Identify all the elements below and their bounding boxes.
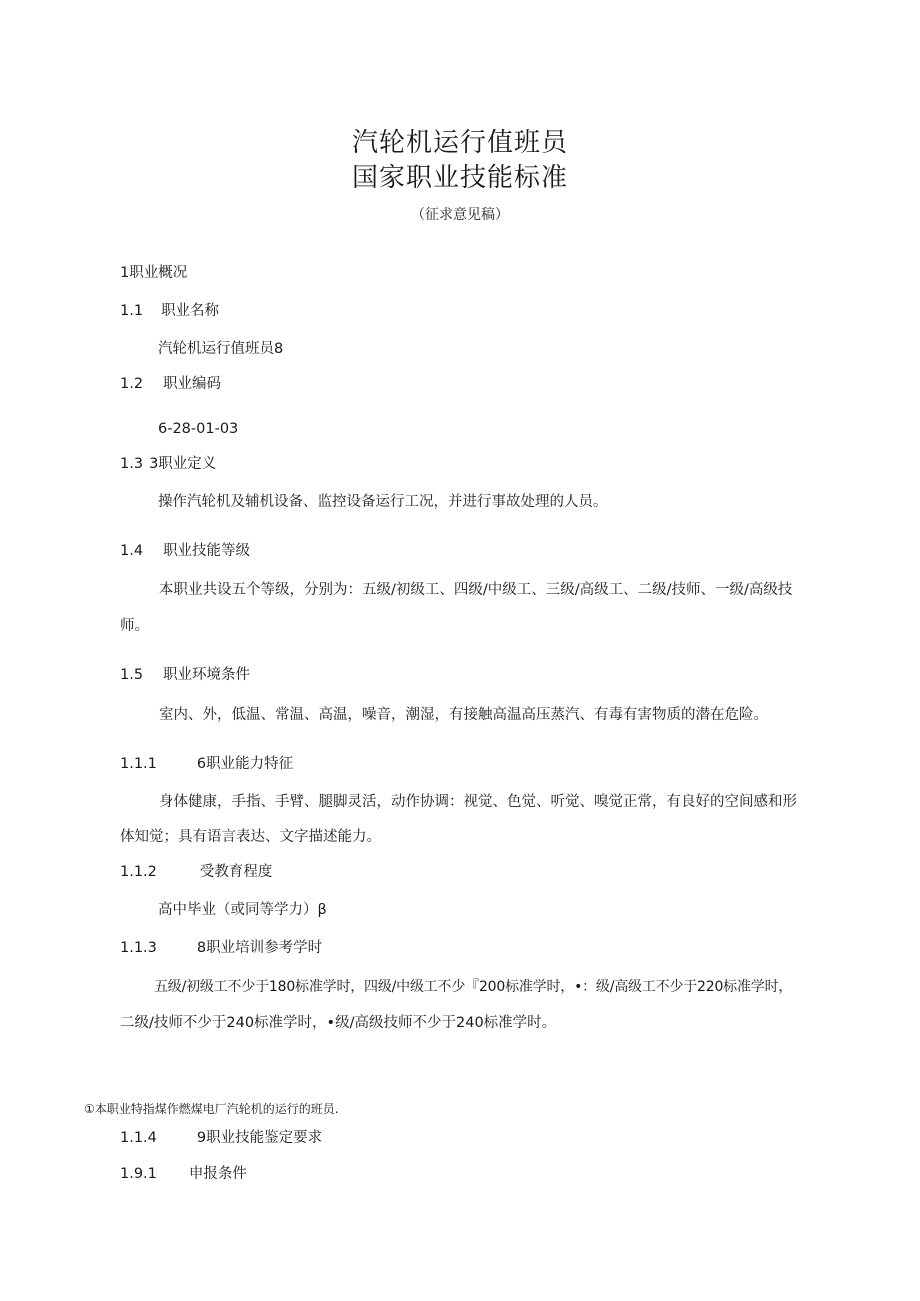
document-title-line1: 汽轮机运行值班员 bbox=[351, 128, 568, 158]
section-number: 1.4 bbox=[120, 543, 144, 559]
section-1-9-1-heading bbox=[120, 1164, 247, 1184]
section-number: 1.1.4 bbox=[120, 1130, 157, 1146]
section-1-5-heading bbox=[120, 665, 250, 685]
section-1-1-2-body: 高中毕业（或同等学力）β bbox=[158, 902, 327, 918]
section-1-5-body: 室内、外，低温、常温、高温，噪音，潮湿，有接触高温高压蒸汽、有毒有害物质的潜在危险。 bbox=[159, 707, 768, 723]
section-1-1-4-heading bbox=[120, 1128, 322, 1148]
section-number: 1.9.1 bbox=[120, 1166, 157, 1182]
section-1-1-heading bbox=[120, 301, 219, 321]
section-1-1-body: 汽轮机运行值班员8 bbox=[158, 341, 284, 357]
section-title: 6职业能力特征 bbox=[196, 756, 294, 772]
footnote: ①本职业特指煤作燃煤电厂汽轮机的运行的班员. bbox=[84, 1102, 339, 1116]
section-1-1-1-body-line2: 体知觉；具有语言表达、文字描述能力。 bbox=[120, 829, 381, 845]
section-number: 1.3 bbox=[120, 456, 144, 472]
section-1-3-body: 操作汽轮机及辅机设备、监控设备运行工况，并进行事故处理的人员。 bbox=[158, 494, 608, 510]
section-number: 1.1 bbox=[120, 303, 144, 319]
section-number: 1.1.1 bbox=[120, 756, 157, 772]
document-title-line2: 国家职业技能标准 bbox=[351, 163, 568, 193]
section-number: 1.5 bbox=[120, 667, 144, 683]
section-1-2-body: 6-28-01-03 bbox=[158, 421, 239, 437]
section-title: 9职业技能鉴定要求 bbox=[196, 1130, 323, 1146]
section-title: 受教育程度 bbox=[199, 864, 273, 880]
section-title: 3职业定义 bbox=[149, 456, 217, 472]
section-1-1-2-heading bbox=[120, 862, 272, 882]
section-number: 1.1.2 bbox=[120, 864, 157, 880]
section-number: 1.2 bbox=[120, 376, 144, 392]
section-1-heading: 1职业概况 bbox=[120, 265, 188, 281]
section-title: 申报条件 bbox=[188, 1166, 247, 1182]
section-1-1-3-body-line1: 五级/初级工不少于180标准学时，四级/中级工不少『200标准学时，•：级/高级工不少于220标准学时， bbox=[154, 979, 793, 995]
section-title: 8职业培训参考学时 bbox=[196, 940, 323, 956]
section-1-1-1-heading bbox=[120, 754, 293, 774]
section-1-4-body-line2: 师。 bbox=[120, 618, 149, 634]
section-1-4-heading bbox=[120, 541, 250, 561]
document-subtitle: （征求意见稿） bbox=[411, 207, 509, 223]
section-title: 职业技能等级 bbox=[163, 543, 251, 559]
section-1-4-body-line1: 本职业共设五个等级，分别为：五级/初级工、四级/中级工、三级/高级工、二级/技师、一级/高级技 bbox=[159, 582, 793, 598]
section-1-2-heading bbox=[120, 374, 221, 394]
section-title: 职业编码 bbox=[163, 376, 222, 392]
section-1-1-3-heading bbox=[120, 938, 322, 958]
section-title: 职业环境条件 bbox=[163, 667, 251, 683]
section-number: 1.1.3 bbox=[120, 940, 157, 956]
section-1-1-3-body-line2: 二级/技师不少于240标准学时，•级/高级技师不少于240标准学时。 bbox=[120, 1015, 557, 1031]
section-1-1-1-body-line1: 身体健康，手指、手臂、腿脚灵活，动作协调：视觉、色觉、听觉、嗅觉正常，有良好的空间感和形 bbox=[159, 794, 797, 810]
section-title: 职业名称 bbox=[161, 303, 220, 319]
section-1-3-heading bbox=[120, 454, 216, 474]
